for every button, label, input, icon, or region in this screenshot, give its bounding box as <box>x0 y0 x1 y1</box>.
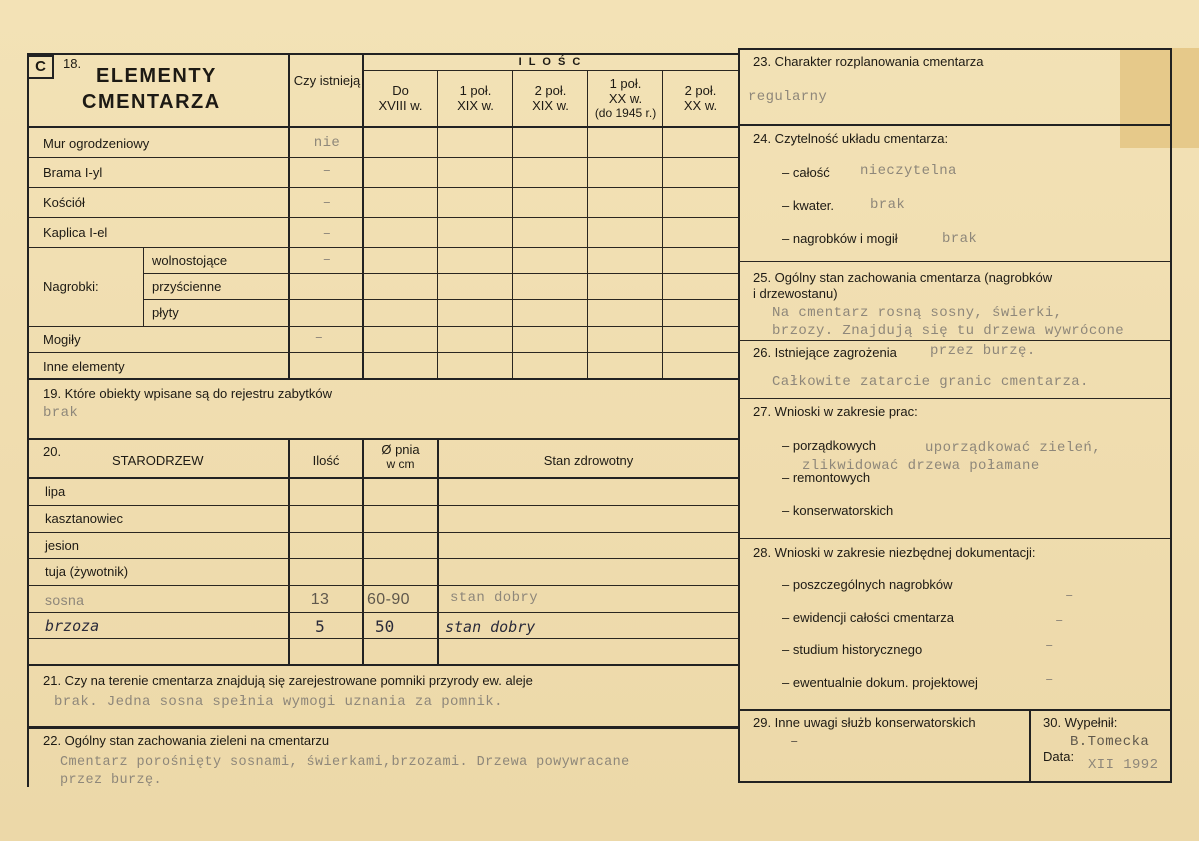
s18-bottom <box>27 378 740 380</box>
s28-item-0-value: – <box>1065 588 1074 604</box>
s20-row-1-species: kasztanowiec <box>45 511 124 526</box>
s18-nagrobki-sep <box>143 247 144 326</box>
s20-row-5-health: stan dobry <box>445 618 536 636</box>
s20-row-5-count: 5 <box>315 617 325 636</box>
s28-item-2-label: – studium historycznego <box>782 642 923 657</box>
s18-nagrobki-label: Nagrobki: <box>43 279 99 294</box>
s29-question: 29. Inne uwagi służb konserwatorskich <box>753 715 976 730</box>
s18-sep-p1 <box>437 70 438 378</box>
section-letter-box: C <box>27 55 54 79</box>
s22-left <box>27 727 29 787</box>
s18-number: 18. <box>63 56 82 71</box>
s18-row-line-1 <box>27 157 738 158</box>
s25-question-line1: 25. Ogólny stan zachowania cmentarza (nagrobków <box>753 270 1053 285</box>
s18-row-1-exists: – <box>322 163 332 179</box>
s20-row-4-health: stan dobry <box>450 590 539 606</box>
s28-item-1-label: – ewidencji całości cmentarza <box>782 610 954 625</box>
period-header-1 <box>439 84 512 114</box>
s24-item-1-value: brak <box>870 197 906 213</box>
s24-bottom <box>738 261 1170 262</box>
s20-row-line-2 <box>27 532 738 533</box>
s22-question: 22. Ogólny stan zachowania zieleni na cmentarzu <box>43 733 330 748</box>
period-header-2 <box>514 84 587 114</box>
period-4-line2: XX w. <box>683 97 718 113</box>
s27-bottom <box>738 538 1170 539</box>
s20-row-3-species: tuja (żywotnik) <box>45 564 129 579</box>
period-1-line2: XIX w. <box>457 97 494 113</box>
period-header-4 <box>664 84 737 114</box>
s20-header-diam <box>364 443 437 472</box>
s25-answer-line3: przez burzę. <box>930 343 1036 359</box>
period-3-line2: XX w. <box>608 90 643 106</box>
s27-item-2-label: – konserwatorskich <box>782 503 894 518</box>
period-4-line1: 2 poł. <box>684 83 717 98</box>
s18-row-0-exists: nie <box>313 135 341 151</box>
s18-col-exists-label: Czy istnieją <box>293 73 361 88</box>
s28-item-3-label: – ewentualnie dokum. projektowej <box>782 675 978 690</box>
s22-answer-line1: Cmentarz porośnięty sosnami, świerkami,brzozami. Drzewa powywracane <box>60 755 630 770</box>
s20-row-4-species: sosna <box>45 592 85 608</box>
s27-item-0-label: – porządkowych <box>782 438 876 453</box>
s23-question: 23. Charakter rozplanowania cmentarza <box>753 54 984 69</box>
s18-title-line2: CMENTARZA <box>82 91 221 113</box>
s18-sep-p3 <box>587 70 588 378</box>
s18-ilosc-label: I L O Ś C <box>518 56 583 68</box>
s24-item-2-value: brak <box>942 231 978 247</box>
s20-row-line-3 <box>27 558 738 559</box>
s18-row-1-label: Brama I-yl <box>43 165 103 180</box>
s18-row-line-3 <box>27 217 738 218</box>
s18-row-line-2 <box>27 187 738 188</box>
s23-answer: regularny <box>748 89 828 105</box>
s24-item-2-label: – nagrobków i mogił <box>782 231 898 246</box>
s18-row-5-label: Inne elementy <box>43 359 125 374</box>
s30-date-label: Data: <box>1043 749 1075 764</box>
s27-item-1-value: zlikwidować drzewa połamane <box>802 458 1040 474</box>
s21-answer: brak. Jedna sosna spełnia wymogi uznania za pomnik. <box>54 694 503 710</box>
s18-row-line-6 <box>143 299 738 300</box>
s21-question: 21. Czy na terenie cmentarza znajdują się zarejestrowane pomniki przyrody ew. aleje <box>43 673 533 688</box>
s22-answer-line2: przez burzę. <box>60 773 163 788</box>
s26-question: 26. Istniejące zagrożenia <box>753 345 897 360</box>
s18-sep-p4 <box>662 70 663 378</box>
s20-sep-diam <box>437 438 439 665</box>
s28-question: 28. Wnioski w zakresie niezbędnej dokumentacji: <box>753 545 1036 560</box>
s18-row-line-5 <box>143 273 738 274</box>
s20-row-5-diam: 50 <box>375 617 395 636</box>
s27-item-0-value: uporządkować zieleń, <box>925 440 1102 456</box>
s19-question: 19. Które obiekty wpisane są do rejestru zabytków <box>43 386 333 401</box>
s18-row-2-label: Kościół <box>43 195 85 210</box>
s26-bottom <box>738 398 1170 399</box>
period-3-line3: (do 1945 r.) <box>594 105 657 120</box>
s20-header-bottom <box>27 477 740 479</box>
s20-header-diam-symbol: Ø pnia <box>381 442 420 457</box>
s18-nagrobki-sub-1: przyścienne <box>152 279 222 294</box>
s28-item-0-label: – poszczególnych nagrobków <box>782 577 953 592</box>
s30-date: XII 1992 <box>1088 757 1159 773</box>
s20-row-line-4 <box>27 585 738 586</box>
s25-bottom <box>738 340 1170 341</box>
s27-question: 27. Wnioski w zakresie prac: <box>753 404 918 419</box>
s20-header-diam-unit: w cm <box>386 456 415 471</box>
s27-item-1-label: – remontowych <box>782 470 871 485</box>
s25-answer-line2: brzozy. Znajdują się tu drzewa wywrócone <box>772 323 1125 339</box>
s18-row-4-label: Mogiły <box>43 332 81 347</box>
s30-label: 30. Wypełnił: <box>1043 715 1118 730</box>
s25-answer-line1: Na cmentarz rosną sosny, świerki, <box>772 305 1063 321</box>
s20-bottom <box>27 664 740 666</box>
s20-sep-count <box>362 438 364 665</box>
s20-number: 20. <box>43 444 62 459</box>
period-2-line2: XIX w. <box>532 97 569 113</box>
s20-header-species: STARODRZEW <box>112 453 204 468</box>
period-3-line1: 1 poł. <box>609 76 642 91</box>
s24-item-0-value: nieczytelna <box>860 163 957 179</box>
s24-question: 24. Czytelność układu cmentarza: <box>753 131 949 146</box>
s20-row-line-6 <box>27 638 738 639</box>
s18-row-0-label: Mur ogrodzeniowy <box>43 136 150 151</box>
s22-top <box>27 727 740 729</box>
s18-ilosc-underline <box>362 70 738 71</box>
s18-row-2-exists: – <box>322 195 332 211</box>
s28-item-1-value: – <box>1055 613 1064 629</box>
s18-row-3-exists: – <box>322 226 332 242</box>
s20-row-2-species: jesion <box>45 538 79 553</box>
s20-row-4-count: 13 <box>310 591 330 608</box>
s18-row-3-label: Kaplica I-el <box>43 225 108 240</box>
s18-title-line1: ELEMENTY <box>96 65 217 87</box>
s18-nagrobki-sub-2: płyty <box>152 305 179 320</box>
s26-answer: Całkowite zatarcie granic cmentarza. <box>772 374 1089 390</box>
s18-nagrobki-sub-0: wolnostojące <box>152 253 228 268</box>
s25-question-line2: i drzewostanu) <box>753 286 838 301</box>
s24-item-0-label: – całość <box>782 165 830 180</box>
s19-answer: brak <box>43 405 79 421</box>
s20-row-4-diam: 60-90 <box>367 591 410 608</box>
s28-bottom <box>738 709 1172 711</box>
s30-sep <box>1029 709 1031 783</box>
period-header-0 <box>364 84 437 114</box>
s29-answer: – <box>790 734 799 750</box>
s24-item-1-label: – kwater. <box>782 198 835 213</box>
period-0-line1: Do <box>392 83 409 98</box>
s19-bottom <box>27 438 740 440</box>
s20-header-count: Ilość <box>312 453 340 468</box>
period-0-line2: XVIII w. <box>378 97 423 113</box>
s28-item-2-value: – <box>1045 638 1054 654</box>
s28-item-3-value: – <box>1045 672 1054 688</box>
period-header-3 <box>589 77 662 121</box>
s18-row-line-7 <box>27 326 738 327</box>
s18-sep-p2 <box>512 70 513 378</box>
s18-nagrobki-sub-0-exists: – <box>322 252 332 268</box>
s18-header-bottom <box>27 126 740 128</box>
s30-name: B.Tomecka <box>1070 734 1150 750</box>
s20-header-health: Stan zdrowotny <box>543 453 634 468</box>
s20-row-5-species: brzoza <box>45 617 100 635</box>
s18-row-line-8 <box>27 352 738 353</box>
s20-row-line-5 <box>27 612 738 613</box>
s18-row-4-exists: – <box>314 330 324 346</box>
s23-bottom <box>738 124 1172 126</box>
s20-row-line-1 <box>27 505 738 506</box>
s18-row-line-4 <box>27 247 738 248</box>
period-1-line1: 1 poł. <box>459 83 492 98</box>
s18-col-exists-header <box>290 74 364 89</box>
s20-row-0-species: lipa <box>45 484 66 499</box>
period-2-line1: 2 poł. <box>534 83 567 98</box>
